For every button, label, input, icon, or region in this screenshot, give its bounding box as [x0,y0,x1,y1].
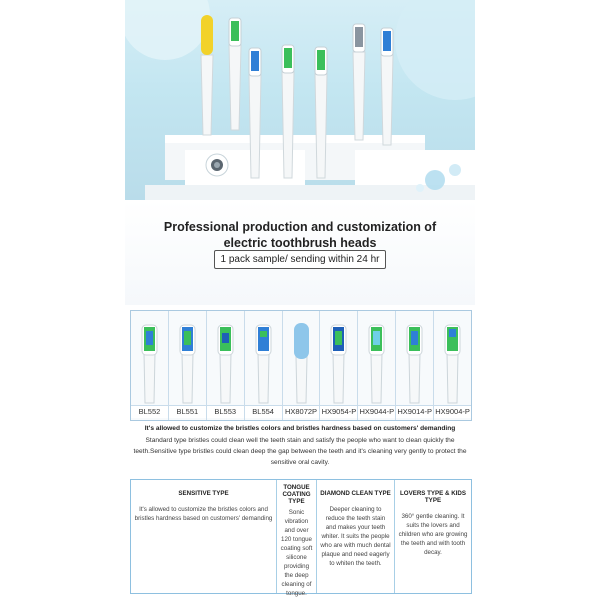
product-model-label: BL551 [169,405,206,418]
product-card [207,311,245,420]
brush-head-icon [169,313,206,405]
tongue-cleaner-icon [283,313,320,405]
feature-tongue-coating [277,480,317,597]
brush-heads-photo [125,0,475,200]
product-card [245,311,283,420]
product-card [434,311,471,420]
product-model-label: BL553 [207,405,244,418]
feature-title: TONGUE COATING TYPE [282,484,311,505]
product-model-label: HX9054-P [321,407,357,416]
product-card [169,311,207,420]
feature-title: SENSITIVE TYPE [178,490,229,497]
brush-head-icon [245,313,282,405]
product-grid [130,310,472,421]
brush-head-icon [396,313,433,405]
product-card [358,311,396,420]
feature-title: LOVERS TYPE & KIDS TYPE [399,490,466,504]
product-model-label: BL552 [131,405,168,418]
feature-sensitive [131,480,277,593]
brush-head-icon [207,313,244,405]
feature-title: DIAMOND CLEAN TYPE [320,490,391,497]
brush-head-icon [320,313,357,405]
product-model-label: HX9044-P [359,407,395,416]
feature-table [130,479,472,597]
feature-lovers-kids [395,480,471,593]
brush-head-icon [131,313,168,405]
product-model-label: HX8072P [283,405,320,418]
feature-text: Sonic vibration and over 120 tongue coating soft silicone providing the deep cleaning of tongue. [280,509,313,597]
feature-text: Deeper cleaning to reduce the teeth stain and makes your teeth whiter. It suits the people who are with much dental plaque and need eagerly to whiten the teeth. [320,506,391,567]
sample-badge: 1 pack sample/ sending within 24 hr [214,250,386,269]
feature-text: 360° gentle cleaning. It suits the lovers and children who are growing the teeth and with tooth decay. [398,513,468,556]
headline-line-2: electric toothbrush heads [223,236,377,250]
product-model-label: BL554 [245,405,282,418]
brush-head-icon [434,313,471,405]
headline-line-1: Professional production and customization of [163,220,437,234]
brush-head-icon [358,313,395,405]
product-card [283,311,321,420]
product-card [396,311,434,420]
product-model-label: HX9014-P [397,407,432,416]
hero-photo [125,0,475,200]
product-card [320,311,358,420]
feature-diamond-clean [317,480,395,593]
product-card [131,311,169,420]
customization-body: Standard type bristles could clean well the teeth stain and satisfy the people who want to clean quickly the teeth.Sensitive type bristles could clean deep the gap between the teeth and it's cleaning very gently to protect the sensitive oral cavity. [133,437,467,466]
feature-text: It's allowed to customize the bristles colors and bristles hardness based on customers' demanding [134,506,273,522]
product-model-label: HX9004-P [435,407,470,416]
customization-heading: It's allowed to customize the bristles colors and bristles hardness based on customers' demanding [144,425,456,432]
